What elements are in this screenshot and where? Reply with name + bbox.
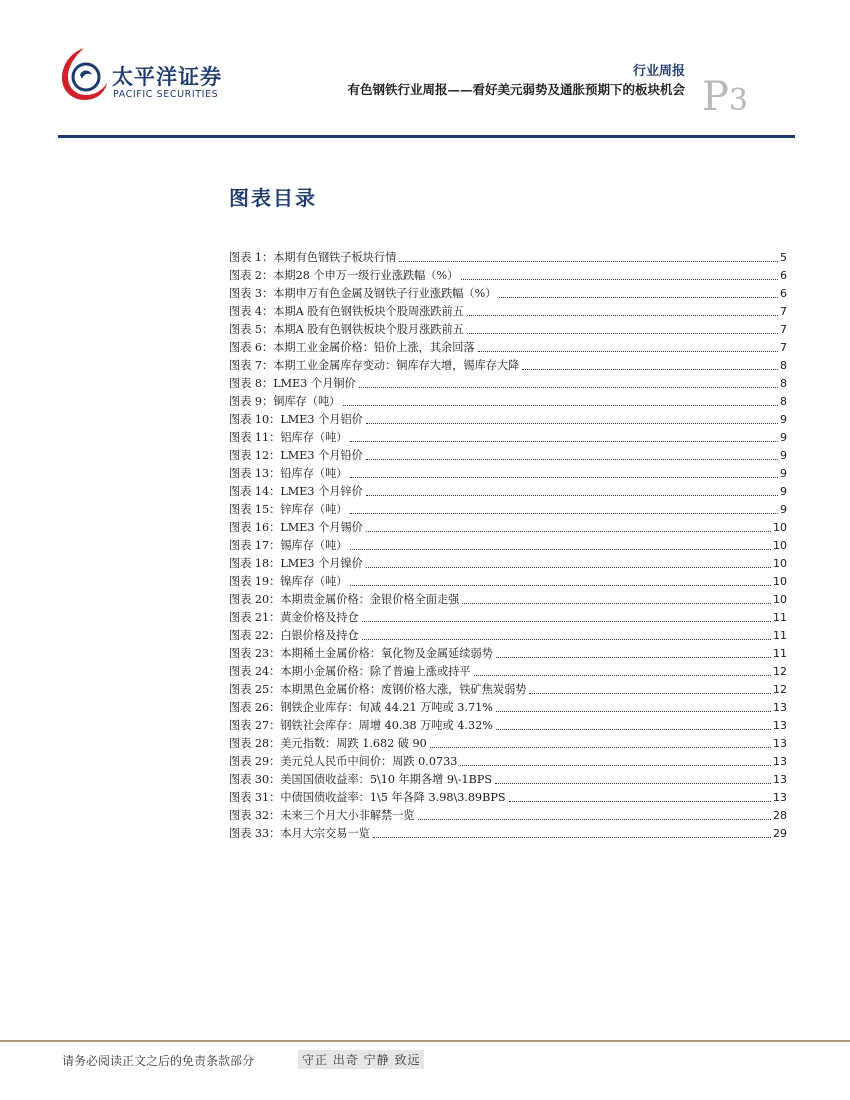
toc-entry-page: 8 (780, 359, 787, 372)
toc-entry-label: 图表 16：LME3 个月锡价 (229, 521, 363, 534)
toc-entry-label: 图表 23：本期稀土金属价格：氧化物及金属延续弱势 (229, 647, 493, 660)
toc-entry-page: 10 (773, 539, 787, 552)
toc-entry-label: 图表 8：LME3 个月铜价 (229, 377, 356, 390)
toc-entry[interactable] (229, 573, 787, 591)
toc-leader-dots (529, 693, 771, 694)
toc-entry-page: 29 (773, 827, 787, 840)
toc-entry[interactable] (229, 825, 787, 843)
logo-english-name: PACIFIC SECURITIES (113, 89, 219, 100)
toc-entry-page: 8 (780, 395, 787, 408)
report-type: 行业周报 (632, 64, 685, 79)
toc-heading: 图表目录 (229, 186, 317, 210)
toc-entry[interactable] (229, 411, 787, 429)
toc-entry-page: 13 (773, 719, 787, 732)
toc-entry[interactable] (229, 375, 787, 393)
toc-leader-dots (509, 801, 771, 802)
toc-leader-dots (366, 459, 778, 460)
toc-entry-page: 13 (773, 755, 787, 768)
toc-leader-dots (522, 369, 778, 370)
toc-leader-dots (462, 603, 771, 604)
toc-entry[interactable] (229, 303, 787, 321)
company-logo (58, 45, 228, 105)
toc-entry-page: 8 (780, 377, 787, 390)
toc-entry-label: 图表 14：LME3 个月锌价 (229, 485, 363, 498)
toc-entry[interactable] (229, 483, 787, 501)
toc-entry-label: 图表 1：本期有色钢铁子板块行情 (229, 251, 397, 264)
toc-entry-page: 9 (780, 467, 787, 480)
toc-entry-page: 6 (780, 287, 787, 300)
toc-entry-page: 7 (780, 323, 787, 336)
toc-leader-dots (399, 261, 778, 262)
toc-entry-page: 10 (773, 521, 787, 534)
toc-leader-dots (461, 279, 778, 280)
toc-leader-dots (496, 711, 771, 712)
toc-entry[interactable] (229, 735, 787, 753)
toc-entry[interactable] (229, 501, 787, 519)
toc-entry[interactable] (229, 447, 787, 465)
toc-entry-label: 图表 7：本期工业金属库存变动：铜库存大增，锡库存大降 (229, 359, 520, 372)
toc-entry-label: 图表 26：钢铁企业库存：旬减 44.21 万吨或 3.71% (229, 701, 493, 714)
toc-leader-dots (496, 729, 771, 730)
toc-leader-dots (467, 315, 778, 316)
toc-entry-page: 7 (780, 305, 787, 318)
page-number-mark (702, 74, 748, 120)
toc-entry-label: 图表 21：黄金价格及持仓 (229, 611, 359, 624)
toc-entry-page: 13 (773, 737, 787, 750)
toc-entry[interactable] (229, 681, 787, 699)
toc-entry[interactable] (229, 807, 787, 825)
toc-entry-page: 9 (780, 431, 787, 444)
toc-leader-dots (350, 441, 778, 442)
toc-entry-label: 图表 15：锌库存（吨） (229, 503, 348, 516)
toc-entry-label: 图表 3：本期申万有色金属及钢铁子行业涨跌幅（%） (229, 287, 497, 300)
toc-entry-page: 12 (773, 665, 787, 678)
toc-entry-label: 图表 5：本期A 股有色钢铁板块个股月涨跌前五 (229, 323, 464, 336)
toc-leader-dots (478, 351, 778, 352)
toc-leader-dots (366, 423, 778, 424)
toc-entry[interactable] (229, 699, 787, 717)
toc-entry[interactable] (229, 717, 787, 735)
toc-leader-dots (359, 387, 778, 388)
toc-entry[interactable] (229, 393, 787, 411)
toc-list (229, 249, 787, 843)
toc-entry-page: 11 (773, 611, 787, 624)
toc-entry-label: 图表 33：本月大宗交易一览 (229, 827, 370, 840)
toc-entry-page: 9 (780, 485, 787, 498)
toc-leader-dots (350, 513, 778, 514)
toc-entry-label: 图表 31：中债国债收益率：1\5 年各降 3.98\3.89BPS (229, 791, 506, 804)
toc-entry-label: 图表 32：未来三个月大小非解禁一览 (229, 809, 415, 822)
toc-entry[interactable] (229, 789, 787, 807)
toc-leader-dots (350, 549, 771, 550)
toc-entry[interactable] (229, 555, 787, 573)
toc-entry-page: 9 (780, 413, 787, 426)
toc-entry-label: 图表 28：美元指数：周跌 1.682 破 90 (229, 737, 427, 750)
toc-entry-label: 图表 24：本期小金属价格：除了普遍上涨或持平 (229, 665, 471, 678)
header-divider (58, 135, 795, 138)
toc-entry[interactable] (229, 627, 787, 645)
toc-entry-page: 5 (780, 251, 787, 264)
toc-entry-page: 13 (773, 773, 787, 786)
toc-entry-page: 11 (773, 629, 787, 642)
toc-entry-label: 图表 11：铝库存（吨） (229, 431, 348, 444)
toc-entry-label: 图表 25：本期黑色金属价格：废钢价格大涨，铁矿焦炭弱势 (229, 683, 527, 696)
toc-entry[interactable] (229, 339, 787, 357)
toc-entry[interactable] (229, 537, 787, 555)
toc-leader-dots (362, 621, 771, 622)
toc-leader-dots (366, 567, 771, 568)
toc-leader-dots (343, 405, 778, 406)
toc-entry[interactable] (229, 645, 787, 663)
toc-leader-dots (373, 837, 771, 838)
toc-leader-dots (366, 495, 778, 496)
toc-entry-label: 图表 17：锡库存（吨） (229, 539, 348, 552)
toc-entry-page: 9 (780, 503, 787, 516)
toc-leader-dots (496, 657, 771, 658)
toc-entry-label: 图表 4：本期A 股有色钢铁板块个股周涨跌前五 (229, 305, 464, 318)
toc-entry[interactable] (229, 771, 787, 789)
toc-entry-page: 13 (773, 701, 787, 714)
toc-entry-label: 图表 22：白银价格及持仓 (229, 629, 359, 642)
toc-entry[interactable] (229, 519, 787, 537)
toc-entry[interactable] (229, 591, 787, 609)
toc-entry-page: 10 (773, 575, 787, 588)
toc-leader-dots (495, 783, 771, 784)
toc-entry-page: 10 (773, 557, 787, 570)
pacific-securities-logo-icon (58, 45, 110, 103)
toc-leader-dots (499, 297, 778, 298)
toc-entry-label: 图表 10：LME3 个月铝价 (229, 413, 363, 426)
toc-entry[interactable] (229, 663, 787, 681)
logo-name: 太平洋证券 (112, 65, 222, 89)
toc-entry-label: 图表 18：LME3 个月镍价 (229, 557, 363, 570)
toc-entry[interactable] (229, 357, 787, 375)
toc-leader-dots (362, 639, 771, 640)
toc-entry-page: 6 (780, 269, 787, 282)
toc-entry-label: 图表 12：LME3 个月铅价 (229, 449, 363, 462)
toc-leader-dots (460, 765, 771, 766)
toc-leader-dots (350, 585, 771, 586)
toc-entry-label: 图表 13：铅库存（吨） (229, 467, 348, 480)
footer-motto: 守正 出奇 宁静 致远 (298, 1050, 424, 1069)
toc-entry[interactable] (229, 321, 787, 339)
page-number: 3 (728, 83, 749, 118)
toc-entry-page: 7 (780, 341, 787, 354)
toc-entry[interactable] (229, 267, 787, 285)
toc-entry[interactable] (229, 249, 787, 267)
page-letter: P (702, 74, 729, 120)
toc-entry[interactable] (229, 753, 787, 771)
footer-disclaimer: 请务必阅读正文之后的免责条款部分 (62, 1054, 255, 1068)
toc-entry-label: 图表 9：铜库存（吨） (229, 395, 341, 408)
toc-leader-dots (467, 333, 778, 334)
toc-leader-dots (366, 531, 771, 532)
toc-entry[interactable] (229, 609, 787, 627)
toc-entry-label: 图表 29：美元兑人民币中间价：周跌 0.0733 (229, 755, 458, 768)
footer-divider (0, 1040, 850, 1042)
toc-leader-dots (474, 675, 771, 676)
toc-entry-label: 图表 20：本期贵金属价格：金银价格全面走强 (229, 593, 460, 606)
toc-entry[interactable] (229, 465, 787, 483)
toc-entry-page: 13 (773, 791, 787, 804)
toc-entry-page: 12 (773, 683, 787, 696)
toc-entry[interactable] (229, 429, 787, 447)
toc-entry-page: 10 (773, 593, 787, 606)
toc-leader-dots (430, 747, 771, 748)
toc-entry-label: 图表 6：本期工业金属价格：铅价上涨，其余回落 (229, 341, 475, 354)
toc-entry[interactable] (229, 285, 787, 303)
toc-entry-page: 9 (780, 449, 787, 462)
toc-entry-label: 图表 30：美国国债收益率：5\10 年期各增 9\-1BPS (229, 773, 493, 786)
toc-entry-label: 图表 27：钢铁社会库存：周增 40.38 万吨或 4.32% (229, 719, 493, 732)
toc-entry-page: 11 (773, 647, 787, 660)
toc-entry-label: 图表 19：镍库存（吨） (229, 575, 348, 588)
toc-entry-label: 图表 2：本期28 个申万一级行业涨跌幅（%） (229, 269, 459, 282)
toc-leader-dots (350, 477, 778, 478)
toc-entry-page: 28 (773, 809, 787, 822)
toc-leader-dots (418, 819, 771, 820)
report-title: 有色钢铁行业周报——看好美元弱势及通胀预期下的板块机会 (347, 82, 685, 97)
